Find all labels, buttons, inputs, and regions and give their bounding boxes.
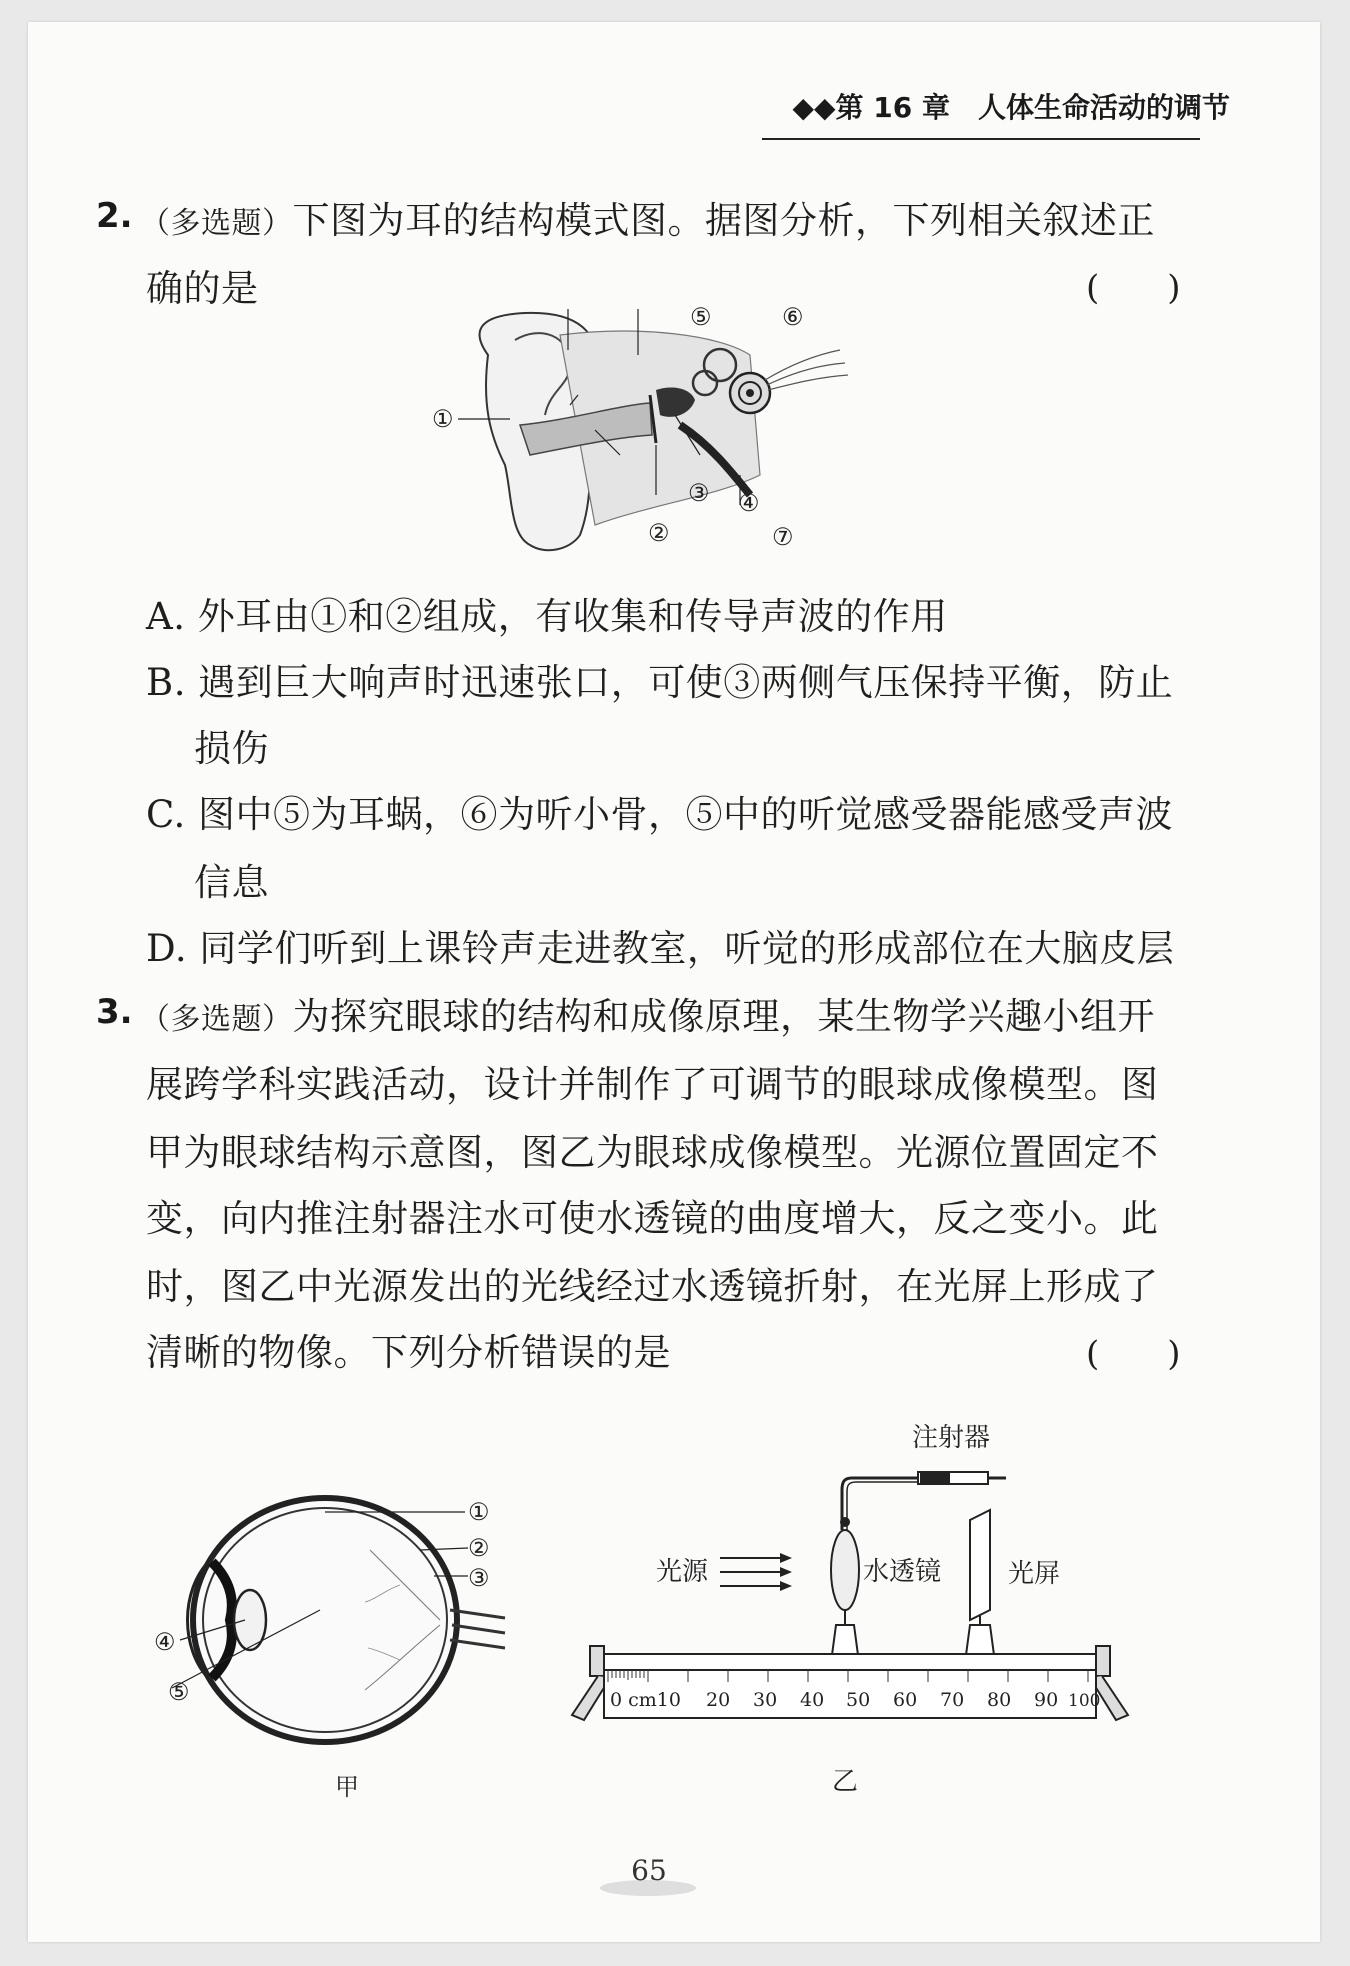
question-3-stem-line-3: 甲为眼球结构示意图，图乙为眼球成像模型。光源位置固定不 [146,1131,1159,1174]
eye-label-4: ④ [154,1628,176,1656]
header-rule [762,138,1200,140]
ruler-tick-60: 60 [893,1689,918,1711]
ruler-tick-30: 30 [753,1689,778,1711]
question-3-stem-line-6: 清晰的物像。下列分析错误的是 [146,1331,671,1374]
ear-label-4: ④ [738,489,760,517]
eye-label-1: ① [468,1498,490,1526]
chapter-header: ◆◆第 16 章 人体生命活动的调节 [792,91,1230,124]
question-2-option-b-line-1: B. 遇到巨大响声时迅速张口，可使③两侧气压保持平衡，防止 [146,661,1174,704]
ruler-tick-40: 40 [800,1689,825,1711]
eye-label-5: ⑤ [168,1678,190,1706]
question-3-answer-paren: ( ) [1086,1334,1181,1374]
ear-label-3: ③ [688,479,710,507]
ruler-tick-80: 80 [987,1689,1012,1711]
model-caption: 乙 [832,1767,859,1797]
question-3-stem-line-1: （多选题）为探究眼球的结构和成像原理，某生物学兴趣小组开 [140,995,1155,1038]
question-2-number: 2. [96,196,133,236]
question-2-option-c-line-2: 信息 [194,861,269,904]
question-3-number: 3. [96,992,133,1032]
eye-structure-figure [150,1490,530,1810]
ruler-tick-70: 70 [940,1689,965,1711]
question-2-option-b-line-2: 损伤 [194,727,269,770]
ear-label-5: ⑤ [690,303,712,331]
question-3-stem-line-5: 时，图乙中光源发出的光线经过水透镜折射，在光屏上形成了 [146,1265,1159,1308]
syringe-label: 注射器 [912,1423,991,1453]
question-2-option-a: A. 外耳由①和②组成，有收集和传导声波的作用 [146,595,948,638]
question-2-option-c-line-1: C. 图中⑤为耳蜗，⑥为听小骨，⑤中的听觉感受器能感受声波 [146,793,1174,836]
question-3-stem-line-2: 展跨学科实践活动，设计并制作了可调节的眼球成像模型。图 [146,1063,1159,1106]
ear-label-7: ⑦ [772,523,794,551]
ruler-tick-90: 90 [1034,1689,1059,1711]
ear-label-1: ① [432,405,454,433]
water-lens-label: 水透镜 [863,1557,942,1587]
question-2-stem-line-2: 确的是 [146,267,259,310]
ruler-tick-20: 20 [706,1689,731,1711]
eye-caption: 甲 [335,1773,359,1801]
ear-structure-figure [420,295,880,565]
ear-label-2: ② [648,519,670,547]
question-3-tag: （多选题） [140,1002,293,1037]
question-2-stem-line-1: （多选题）下图为耳的结构模式图。据图分析，下列相关叙述正 [140,199,1155,242]
screen-label: 光屏 [1008,1559,1061,1589]
question-3-stem-line-4: 变，向内推注射器注水可使水透镜的曲度增大，反之变小。此 [146,1197,1159,1240]
question-2-answer-paren: ( ) [1086,268,1181,308]
ruler-tick-50: 50 [846,1689,871,1711]
ruler-tick-100: 100 [1068,1691,1101,1711]
eye-label-3: ③ [468,1564,490,1592]
light-source-label: 光源 [656,1557,709,1587]
eye-model-figure [560,1410,1160,1810]
ruler-tick-0: 0 cm10 [610,1689,681,1711]
ear-label-6: ⑥ [782,303,804,331]
question-2-tag: （多选题） [140,206,293,241]
eye-label-2: ② [468,1534,490,1562]
page-number: 65 [631,1854,667,1887]
question-2-option-d: D. 同学们听到上课铃声走进教室，听觉的形成部位在大脑皮层 [146,927,1175,970]
